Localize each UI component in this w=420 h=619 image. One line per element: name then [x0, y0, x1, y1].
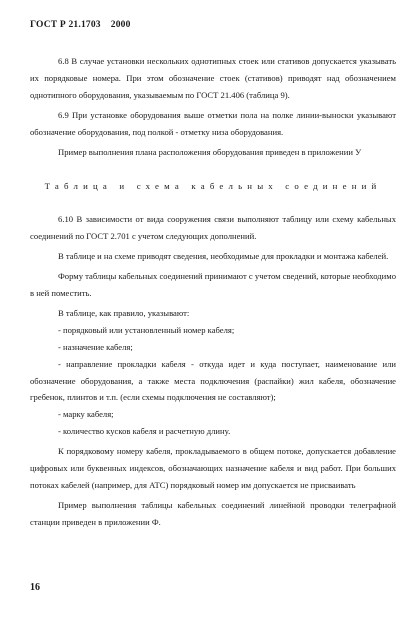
list-item: - марку кабеля;	[58, 409, 114, 420]
paragraph-6-10: 6.10 В зависимости от вида сооружения связи выполняют таблицу или схему кабельных соединений по ГОСТ 2.701 с учетом следующих дополнений.	[30, 214, 396, 242]
list-item: - направление прокладки кабеля - откуда идет и куда поступает, наименование или обозначение оборудования, а также места подключения (распайки) жил кабеля, обозначение гребенок, плинтов и т.п. (если схемы подключения не составляют);	[30, 358, 396, 403]
list-item: - количество кусков кабеля и расчетную длину.	[58, 426, 231, 437]
standard-designation: ГОСТ Р 21.1703	[30, 20, 101, 30]
document-body	[30, 53, 396, 531]
paragraph-example-appendix-f: Пример выполнения таблицы кабельных соединений линейной проводки телеграфной станции приведен в приложении Ф.	[30, 499, 396, 527]
paragraph-table-form: Форму таблицы кабельных соединений принимают с учетом сведений, которые необходимо в ней поместить.	[30, 271, 396, 298]
paragraph-list-intro: В таблице, как правило, указывают:	[58, 307, 190, 318]
paragraph-6-9: 6.9 При установке оборудования выше отметки пола на полке линии-выноски указывают обозначение оборудования, под полкой - отметку низа оборудования.	[30, 109, 396, 137]
document-header	[30, 20, 131, 30]
paragraph-6-8: 6.8 В случае установки нескольких однотипных стоек или стативов допускается указывать их порядковые номера. При этом обозначение стоек (стативов) приводят над обозначением однотипного оборудования, указываемым по ГОСТ 21.406 (таблица 9).	[30, 56, 396, 100]
paragraph-example-appendix-u: Пример выполнения плана расположения оборудования приведен в приложении У	[58, 146, 362, 157]
list-item: - порядковый или установленный номер кабеля;	[58, 324, 235, 335]
page-number: 16	[30, 582, 40, 593]
standard-year: 2000	[110, 20, 131, 30]
list-item: - назначение кабеля;	[58, 341, 133, 352]
paragraph-table-info: В таблице и на схеме приводят сведения, необходимые для прокладки и монтажа кабелей.	[58, 251, 389, 262]
paragraph-cable-index: К порядковому номеру кабеля, прокладываемого в общем потоке, допускается добавление цифровых или буквенных индексов, обозначающих назначение кабеля и вид работ. При больших потоках кабелей (например, для АТС) порядковый номер им допускается не присваивать	[30, 446, 396, 490]
section-title: Таблица и схема кабельных соединений	[44, 181, 382, 192]
